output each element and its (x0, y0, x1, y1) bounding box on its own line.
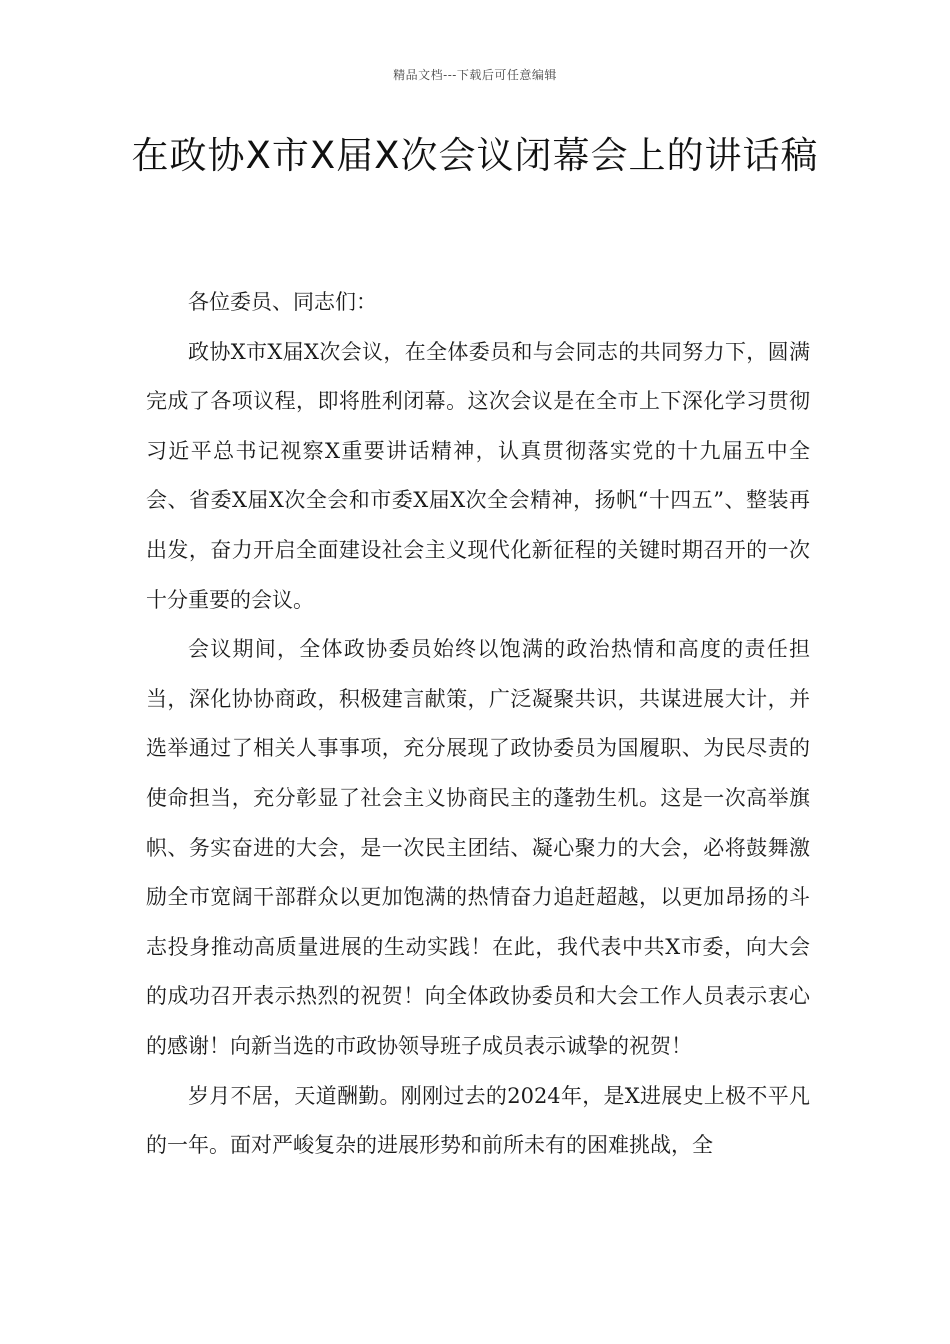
paragraph-2: 会议期间，全体政协委员始终以饱满的政治热情和高度的责任担当，深化协协商政，积极建言献策，广泛凝聚共识，共谋进展大计，并选举通过了相关人事事项，充分展现了政协委员为国履职、为民尽责的使命担当，充分彰显了社会主义协商民主的蓬勃生机。这是一次高举旗帜、务实奋进的大会，是一次民主团结、凝心聚力的大会，必将鼓舞激励全市宽阔干部群众以更加饱满的热情奋力追赶超越，以更加昂扬的斗志投身推动高质量进展的生动实践！在此，我代表中共X市委，向大会的成功召开表示热烈的祝贺！向全体政协委员和大会工作人员表示衷心的感谢！向新当选的市政协领导班子成员表示诚挚的祝贺！ (146, 637, 810, 1058)
paragraph-1: 政协X市X届X次会议，在全体委员和与会同志的共同努力下，圆满完成了各项议程，即将胜利闭幕。这次会议是在全市上下深化学习贯彻习近平总书记视察X重要讲话精神，认真贯彻落实党的十九届五中全会、省委X届X次全会和市委X届X次全会精神，扬帆“十四五”、整装再出发，奋力开启全面建设社会主义现代化新征程的关键时期召开的一次十分重要的会议。 (146, 339, 810, 612)
header-note: 精品文档---下载后可任意编辑 (393, 68, 557, 82)
document-body (146, 278, 810, 1171)
document-title: 在政协X市X届X次会议闭幕会上的讲话稿 (131, 134, 819, 177)
salutation: 各位委员、同志们： (188, 290, 377, 314)
paragraph-3: 岁月不居，天道酬勤。刚刚过去的2024年，是X进展史上极不平凡的一年。面对严峻复杂的进展形势和前所未有的困难挑战，全 (146, 1083, 810, 1158)
